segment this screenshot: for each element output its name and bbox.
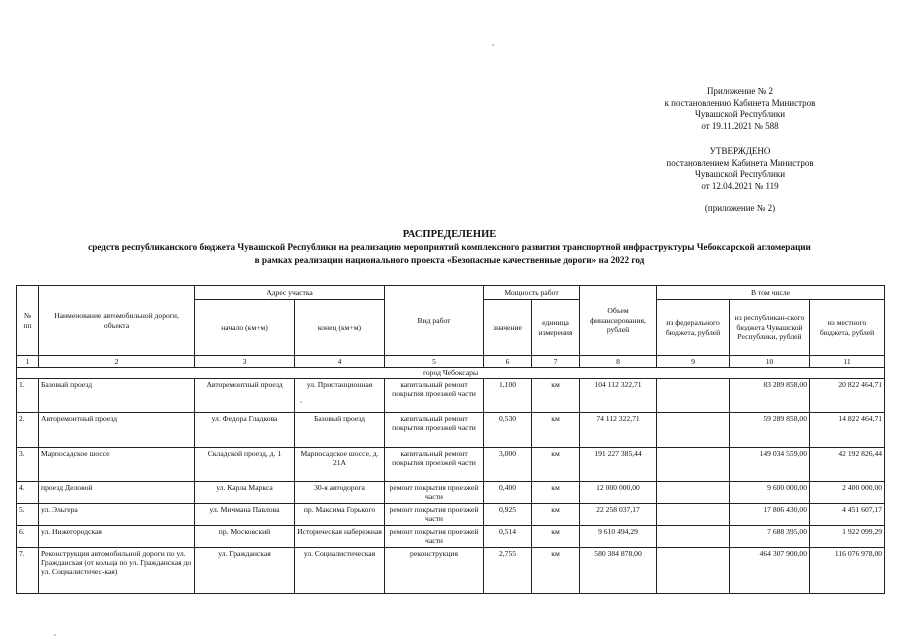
- road-name: проезд Деловой: [39, 481, 195, 503]
- table-row: [17, 412, 885, 447]
- funding-total: 22 258 037,17: [580, 503, 657, 525]
- header-row: [17, 286, 885, 300]
- col-value-header: значение: [484, 300, 532, 356]
- section-title: город Чебоксары: [17, 368, 885, 378]
- funding-republic: 7 688 395,00: [730, 525, 810, 547]
- capacity-unit: км: [532, 481, 580, 503]
- funding-republic: 464 307 900,00: [730, 547, 810, 593]
- col-capacity-header: Мощность работ: [484, 286, 580, 300]
- capacity-value: 2,755: [484, 547, 532, 593]
- start-point: Складской проезд, д. 1: [195, 447, 295, 481]
- title-line-2: средств республиканского бюджета Чувашской Республики на реализацию мероприятий комплексного развития транспортной инфраструктуры Чебоксарской агломерации: [88, 242, 811, 252]
- table-row: [17, 481, 885, 503]
- funding-total: 12 000 000,00: [580, 481, 657, 503]
- column-number: 4: [295, 356, 385, 368]
- work-type: реконструкция: [385, 547, 484, 593]
- capacity-value: 1,100: [484, 378, 532, 412]
- approved-line: Чувашской Республики: [694, 169, 786, 179]
- work-type: ремонт покрытия проезжей части: [385, 525, 484, 547]
- funding-local: 2 400 000,00: [810, 481, 885, 503]
- col-unit-header: единица измерения: [532, 300, 580, 356]
- capacity-value: 0,925: [484, 503, 532, 525]
- end-point: ул. Пристанционная: [295, 378, 385, 412]
- col-address-header: Адрес участка: [195, 286, 385, 300]
- col-name-header: Наименование автомобильной дороги, объекта: [39, 286, 195, 356]
- approved-line: от 12.04.2021 № 119: [701, 180, 779, 191]
- scan-speck: [54, 634, 56, 636]
- funding-federal: [657, 412, 730, 447]
- capacity-unit: км: [532, 447, 580, 481]
- start-point: ул. Гражданская: [195, 547, 295, 593]
- funding-total: 9 610 494,29: [580, 525, 657, 547]
- funding-local: 20 822 464,71: [810, 378, 885, 412]
- col-local-header: из местного бюджета, рублей: [810, 300, 885, 356]
- capacity-value: 0,530: [484, 412, 532, 447]
- appendix-line: от 19.11.2021 № 588: [701, 120, 779, 131]
- scan-speck: [300, 401, 302, 403]
- funding-local: 1 922 099,29: [810, 525, 885, 547]
- funding-local: 4 451 607,17: [810, 503, 885, 525]
- approved-line: УТВЕРЖДЕНО: [709, 146, 771, 156]
- capacity-value: 3,000: [484, 447, 532, 481]
- document-title: [0, 228, 899, 266]
- capacity-unit: км: [532, 503, 580, 525]
- col-num-header: № пп: [17, 286, 39, 356]
- appendix-line: Приложение № 2: [707, 86, 773, 96]
- appendix-line: Чувашской Республики: [694, 109, 786, 119]
- end-point: ул. Социалистическая: [295, 547, 385, 593]
- column-number: 7: [532, 356, 580, 368]
- road-name: Реконструкция автомобильной дороги по ул. Гражданская (от кольца по ул. Гражданская до ул. Социалистичес-кая): [39, 547, 195, 593]
- table-row: [17, 547, 885, 593]
- column-number: 8: [580, 356, 657, 368]
- appendix-line: к постановлению Кабинета Министров: [664, 97, 816, 108]
- appendix-block: [640, 86, 840, 132]
- row-number: 7.: [17, 547, 39, 593]
- end-point: пр. Максима Горького: [295, 503, 385, 525]
- funding-federal: [657, 447, 730, 481]
- end-point: Марпосадское шоссе, д. 21А: [295, 447, 385, 481]
- road-name: Марпосадское шоссе: [39, 447, 195, 481]
- funding-federal: [657, 378, 730, 412]
- col-including-header: В том числе: [657, 286, 885, 300]
- road-name: Базовый проезд: [39, 378, 195, 412]
- funding-federal: [657, 503, 730, 525]
- end-point: 30-я автодорога: [295, 481, 385, 503]
- row-number: 2.: [17, 412, 39, 447]
- row-number: 1.: [17, 378, 39, 412]
- col-end-header: конец (км+м): [295, 300, 385, 356]
- row-number: 4.: [17, 481, 39, 503]
- capacity-unit: км: [532, 412, 580, 447]
- funding-local: 14 822 464,71: [810, 412, 885, 447]
- work-type: капитальный ремонт покрытия проезжей части: [385, 378, 484, 412]
- column-number: 1: [17, 356, 39, 368]
- col-federal-header: из федерального бюджета, рублей: [657, 300, 730, 356]
- funding-total: 580 384 878,00: [580, 547, 657, 593]
- road-name: ул. Нижегородская: [39, 525, 195, 547]
- scan-speck: [492, 44, 494, 46]
- road-name: Авторемонтный проезд: [39, 412, 195, 447]
- row-number: 5.: [17, 503, 39, 525]
- column-number: 2: [39, 356, 195, 368]
- capacity-unit: км: [532, 525, 580, 547]
- funding-total: 191 227 385,44: [580, 447, 657, 481]
- section-row: [17, 368, 885, 378]
- col-start-header: начало (км+м): [195, 300, 295, 356]
- capacity-unit: км: [532, 378, 580, 412]
- end-point: Базовый проезд: [295, 412, 385, 447]
- funding-republic: 17 806 430,00: [730, 503, 810, 525]
- approved-note: (приложение № 2): [704, 203, 776, 213]
- funding-republic: 9 600 000,00: [730, 481, 810, 503]
- funding-local: 116 076 978,00: [810, 547, 885, 593]
- column-number: 3: [195, 356, 295, 368]
- start-point: ул. Федора Гладкова: [195, 412, 295, 447]
- table-row: [17, 503, 885, 525]
- title-line-3: в рамках реализации национального проекта «Безопасные качественные дороги» на 2022 год: [254, 254, 645, 265]
- column-number: 11: [810, 356, 885, 368]
- capacity-value: 0,514: [484, 525, 532, 547]
- funding-local: 42 192 826,44: [810, 447, 885, 481]
- start-point: ул. Мичмана Павлова: [195, 503, 295, 525]
- approved-block: [640, 146, 840, 215]
- funding-republic: 59 289 858,00: [730, 412, 810, 447]
- row-number: 3.: [17, 447, 39, 481]
- end-point: Историческая набережная: [295, 525, 385, 547]
- column-number: 5: [385, 356, 484, 368]
- funding-federal: [657, 525, 730, 547]
- column-number: 10: [730, 356, 810, 368]
- col-republic-header: из республикан-ского бюджета Чувашской Республики, рублей: [730, 300, 810, 356]
- funding-total: 74 112 322,71: [580, 412, 657, 447]
- start-point: ул. Карла Маркса: [195, 481, 295, 503]
- start-point: пр. Московский: [195, 525, 295, 547]
- road-name: ул. Эльгера: [39, 503, 195, 525]
- funding-republic: 83 289 858,00: [730, 378, 810, 412]
- column-number: 6: [484, 356, 532, 368]
- funding-total: 104 112 322,71: [580, 378, 657, 412]
- col-funding-header: Объем финансирования, рублей: [580, 286, 657, 356]
- approved-line: постановлением Кабинета Министров: [666, 157, 814, 168]
- table-row: [17, 447, 885, 481]
- table-row: [17, 525, 885, 547]
- funding-republic: 149 034 559,00: [730, 447, 810, 481]
- capacity-value: 0,400: [484, 481, 532, 503]
- column-number: 9: [657, 356, 730, 368]
- distribution-table: [16, 285, 885, 594]
- column-number-row: [17, 356, 885, 368]
- funding-federal: [657, 547, 730, 593]
- work-type: ремонт покрытия проезжей части: [385, 503, 484, 525]
- start-point: Авторемонтный проезд: [195, 378, 295, 412]
- funding-federal: [657, 481, 730, 503]
- title-main: РАСПРЕДЕЛЕНИЕ: [402, 229, 497, 240]
- capacity-unit: км: [532, 547, 580, 593]
- row-number: 6.: [17, 525, 39, 547]
- table-row: [17, 378, 885, 412]
- work-type: капитальный ремонт покрытия проезжей части: [385, 447, 484, 481]
- work-type: капитальный ремонт покрытия проезжей части: [385, 412, 484, 447]
- col-work-header: Вид работ: [385, 286, 484, 356]
- work-type: ремонт покрытия проезжей части: [385, 481, 484, 503]
